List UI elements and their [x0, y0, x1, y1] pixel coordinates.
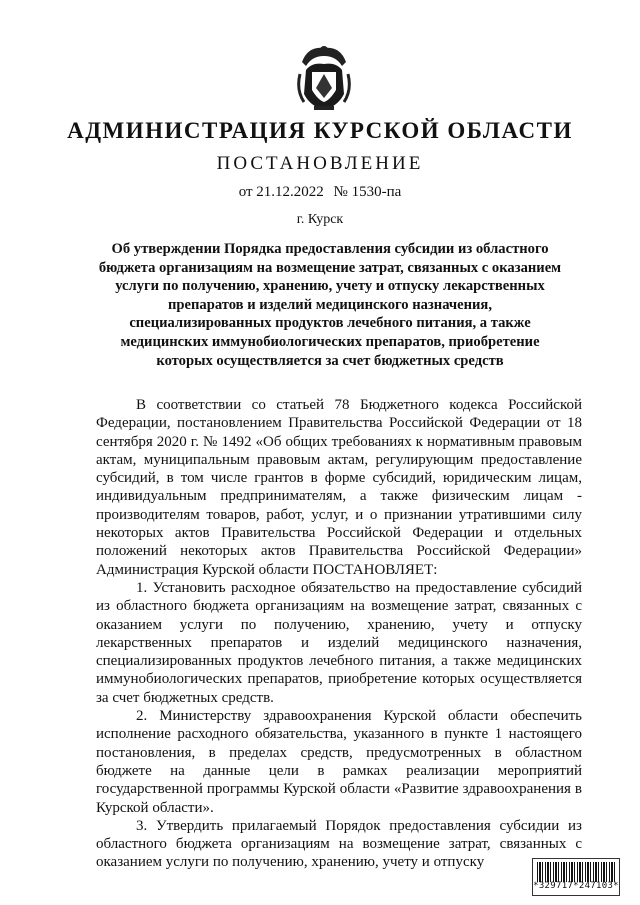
barcode-number: *329717*247103*	[533, 881, 619, 891]
document-date: от 21.12.2022	[238, 184, 324, 200]
date-number-line	[0, 184, 640, 201]
paragraph-item-1: 1. Установить расходное обязательство на предоставление субсидий из областного бюджета организациям на возмещение затрат, связанных с оказанием услуги по получению, хранению, учету и отпуску лекарственных препаратов и изделий медицинского назначения, специализированных продуктов лечебного питания, а также медицинских иммунобиологических препаратов, приобретение которых осуществляется за счет бюджетных средств.	[96, 579, 582, 706]
barcode-bars	[537, 862, 615, 882]
organization-heading: АДМИНИСТРАЦИЯ КУРСКОЙ ОБЛАСТИ	[67, 118, 573, 143]
document-type: ПОСТАНОВЛЕНИЕ	[216, 153, 424, 174]
city: г. Курск	[296, 212, 344, 227]
document-number: № 1530-па	[333, 184, 402, 200]
paragraph-item-2: 2. Министерству здравоохранения Курской области обеспечить исполнение расходного обязательства, указанного в пункте 1 настоящего постановления, в пределах средств, предусмотренных в областном бюджете на данные цели в рамках реализации мероприятий государственной программы Курской области «Развитие здравоохранения в Курской области».	[96, 708, 582, 816]
paragraph-item-3: 3. Утвердить прилагаемый Порядок предоставления субсидии из областного бюджета организациям на возмещение затрат, связанных с оказанием услуги по получению, хранению, учету и отпуску	[96, 817, 582, 871]
document-body	[96, 396, 582, 872]
coat-of-arms-icon	[296, 44, 352, 114]
document-title: Об утверждении Порядка предоставления субсидии из областного бюджета организациям на возмещение затрат, связанных с оказанием услуги по получению, хранению, учету и отпуску лекарственных препаратов и изделий медицинского назначения, специализированных продуктов лечебного питания, а также медицинских иммунобиологических препаратов, приобретение которых осуществляется за счет бюджетных средств	[98, 241, 562, 369]
barcode	[532, 858, 620, 896]
paragraph-preamble: В соответствии со статьей 78 Бюджетного кодекса Российской Федерации, постановлением Правительства Российской Федерации от 18 сентября 2020 г. № 1492 «Об общих требованиях к нормативным правовым актам, муниципальным правовым актам, регулирующим предоставление субсидий, в том числе грантов в форме субсидий, юридическим лицам, индивидуальным предпринимателям, а также физическим лицам - производителям товаров, работ, услуг, и о признании утратившими силу некоторых актов Правительства Российской Федерации и отдельных положений некоторых актов Правительства Российской Федерации» Администрация Курской области ПОСТАНОВЛЯЕТ:	[96, 397, 582, 578]
